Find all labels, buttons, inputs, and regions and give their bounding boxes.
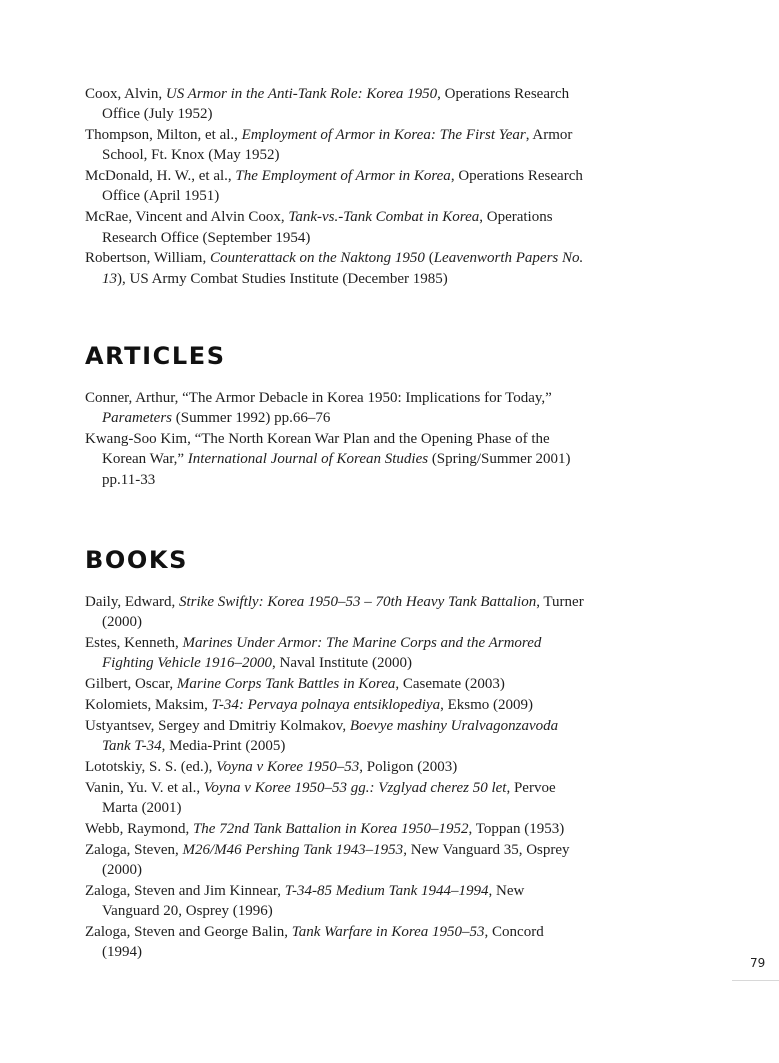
reference-entry: Daily, Edward, Strike Swiftly: Korea 1950–53 – 70th Heavy Tank Battalion, Turner (2000) — [85, 594, 584, 631]
articles-list — [85, 388, 585, 490]
reference-entry: Zaloga, Steven and George Balin, Tank Warfare in Korea 1950–53, Concord (1994) — [85, 923, 544, 961]
page-number-rule — [732, 980, 779, 981]
reference-entry: Thompson, Milton, et al., Employment of Armor in Korea: The First Year, Armor School, Ft. Knox (May 1952) — [85, 127, 573, 164]
reference-entry: Kolomiets, Maksim, T-34: Pervaya polnaya entsiklopediya, Eksmo (2009) — [85, 696, 533, 713]
articles-heading: ARTICLES — [85, 342, 226, 370]
reference-entry: Lototskiy, S. S. (ed.), Voyna v Koree 1950–53, Poligon (2003) — [85, 758, 458, 775]
reference-entry: Conner, Arthur, “The Armor Debacle in Korea 1950: Implications for Today,” Parameters (Summer 1992) pp.66–76 — [85, 390, 552, 427]
reports-list — [85, 84, 585, 289]
books-list — [85, 592, 585, 963]
reference-entry: Webb, Raymond, The 72nd Tank Battalion in Korea 1950–1952, Toppan (1953) — [85, 820, 565, 837]
page-number: 79 — [750, 956, 766, 970]
books-heading: BOOKS — [85, 546, 188, 574]
reference-entry: Vanin, Yu. V. et al., Voyna v Koree 1950–53 gg.: Vzglyad cherez 50 let, Pervoe Marta (2001) — [85, 779, 556, 816]
reference-entry: Zaloga, Steven and Jim Kinnear, T-34-85 Medium Tank 1944–1994, New Vanguard 20, Osprey (1996) — [85, 882, 525, 919]
reference-entry: McDonald, H. W., et al., The Employment of Armor in Korea, Operations Research Office (April 1951) — [85, 168, 583, 205]
reference-entry: Zaloga, Steven, M26/M46 Pershing Tank 1943–1953, New Vanguard 35, Osprey (2000) — [85, 841, 570, 878]
reference-entry: Coox, Alvin, US Armor in the Anti-Tank Role: Korea 1950, Operations Research Office (July 1952) — [85, 86, 570, 123]
reference-entry: Kwang-Soo Kim, “The North Korean War Plan and the Opening Phase of the Korean War,” International Journal of Korean Studies (Spring/Summer 2001) pp.11-33 — [85, 431, 571, 488]
reference-entry: Gilbert, Oscar, Marine Corps Tank Battles in Korea, Casemate (2003) — [85, 676, 505, 693]
reference-entry: Estes, Kenneth, Marines Under Armor: The Marine Corps and the Armored Fighting Vehicle 1916–2000, Naval Institute (2000) — [85, 635, 542, 672]
reference-entry: Robertson, William, Counterattack on the Naktong 1950 (Leavenworth Papers No. 13), US Army Combat Studies Institute (December 1985) — [85, 250, 584, 287]
reference-entry: McRae, Vincent and Alvin Coox, Tank-vs.-Tank Combat in Korea, Operations Research Office (September 1954) — [85, 209, 553, 246]
reference-entry: Ustyantsev, Sergey and Dmitriy Kolmakov, Boevye mashiny Uralvagonzavoda Tank T-34, Media-Print (2005) — [85, 717, 559, 755]
